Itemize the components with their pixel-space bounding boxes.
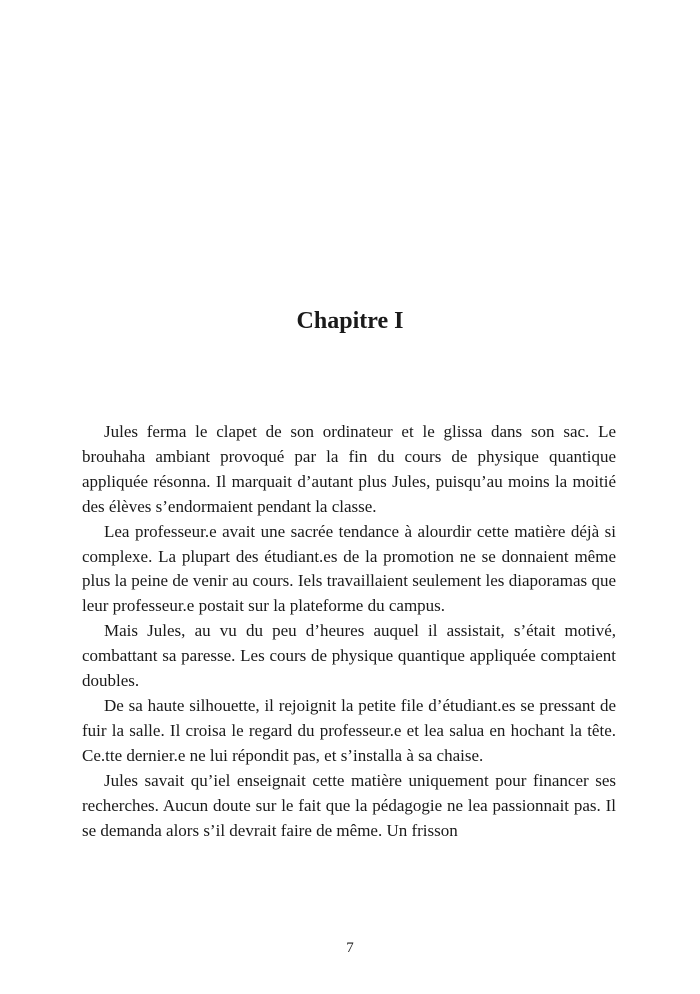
paragraph-2: Lea professeur.e avait une sacrée tendance à alourdir cette matière déjà si complexe. La plupart des étudiant.es de la promotion ne se donnaient même plus la peine de venir au cours. Iels travaillaient seulement les diaporamas que leur professeur.e postait sur la plateforme du campus. [82,521,616,616]
paragraph-5: Jules savait qu’iel enseignait cette matière uniquement pour financer ses recherches. Aucun doute sur le fait que la pédagogie ne lea passionnait pas. Il se demanda alors s’il devrait faire de même. Un frisson [82,770,616,840]
chapter-title: Chapitre I [296,308,404,334]
paragraph-1: Jules ferma le clapet de son ordinateur et le glissa dans son sac. Le brouhaha ambiant provoqué par la fin du cours de physique quantique appliquée résonna. Il marquait d’autant plus Jules, puisqu’au moins la moitié des élèves s’endormaient pendant la classe. [82,422,616,516]
paragraph-4: De sa haute silhouette, il rejoignit la petite file d’étudiant.es se pressant de fuir la salle. Il croisa le regard du professeur.e et lea salua en hochant la tête. Ce.tte dernier.e ne lui répondit pas, et s’installa à sa chaise. [82,695,616,765]
chapter-body [82,420,616,843]
page-number: 7 [346,940,354,956]
paragraph-3: Mais Jules, au vu du peu d’heures auquel il assistait, s’était motivé, combattant sa paresse. Les cours de physique quantique appliquée comptaient doubles. [82,621,616,691]
